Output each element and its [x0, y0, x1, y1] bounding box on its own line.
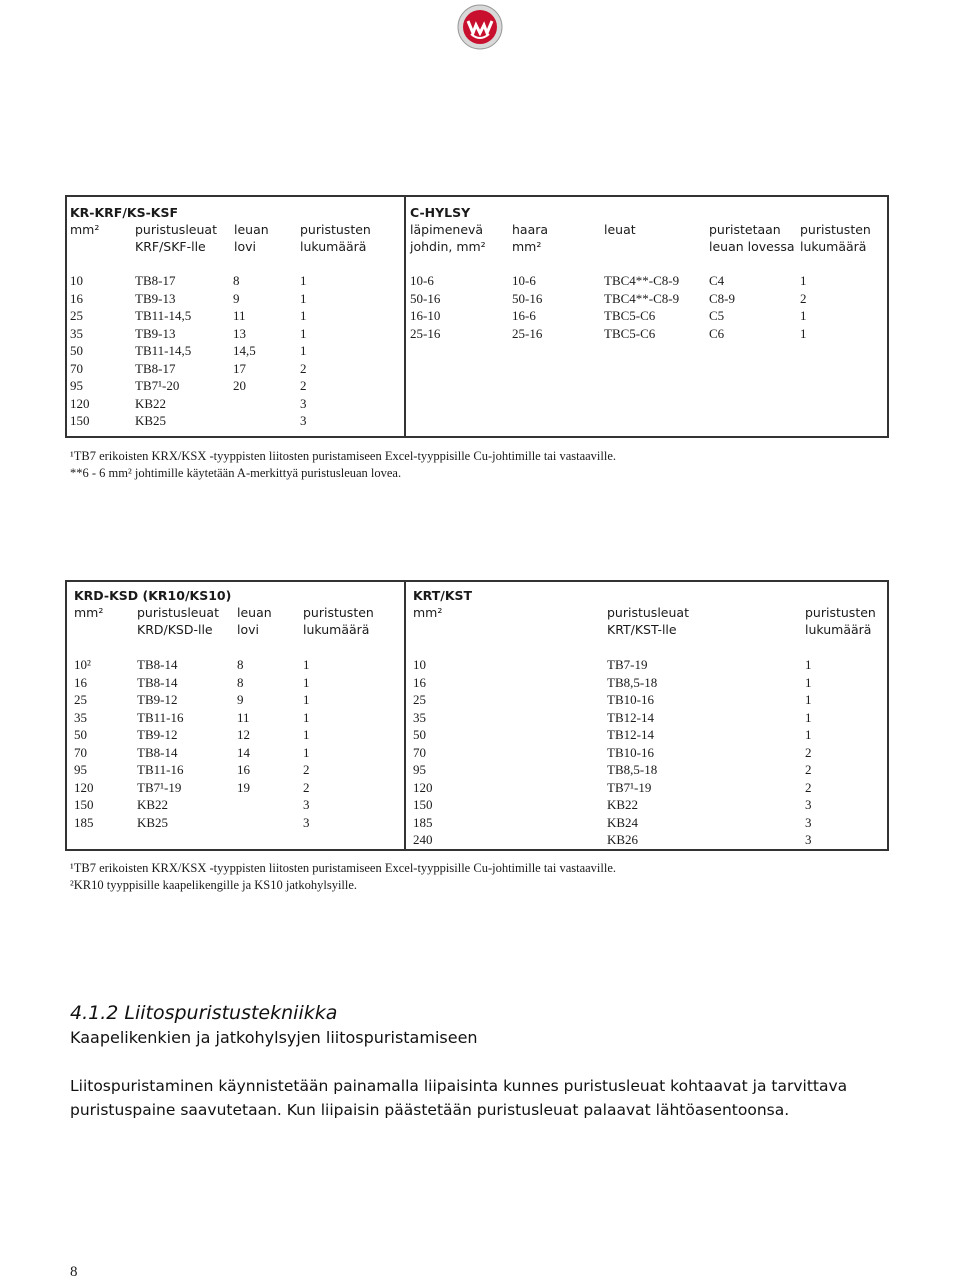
table-cell: TBC4**-C8-9 — [604, 290, 680, 306]
table-cell: 13 — [233, 325, 246, 341]
table2-right-col-count — [805, 656, 812, 849]
table2-right-title: KRT/KST — [413, 588, 473, 603]
table-cell: 1 — [800, 273, 807, 288]
table1-left-header-jaws: puristusleuat KRF/SKF-lle — [135, 222, 217, 254]
table-cell: 70 — [70, 360, 83, 376]
table1-right-header-jaws: leuat — [604, 222, 636, 237]
section-heading: 4.1.2 Liitospuristustekniikka — [70, 1002, 338, 1024]
table-cell: 120 — [70, 395, 90, 411]
table1-left-col-jaws — [135, 272, 191, 430]
table-cell: TB7¹-19 — [607, 779, 652, 795]
table-cell: 8 — [237, 674, 244, 690]
table-cell: TB7¹-19 — [137, 779, 182, 795]
table-cell: 10² — [74, 657, 91, 672]
table1-right-header-branch: haara mm² — [512, 222, 549, 254]
table-cell: 11 — [237, 709, 250, 725]
table-cell: 1 — [300, 325, 307, 341]
table-cell: 1 — [303, 692, 310, 707]
table-cell: 16 — [70, 290, 83, 306]
table-cell: TB11-16 — [137, 762, 184, 777]
table-cell: 8 — [237, 657, 244, 672]
table1-left-col-notch — [233, 272, 256, 430]
table-cell — [233, 395, 256, 413]
table-cell: TB9-13 — [135, 290, 176, 306]
table-cell: 14,5 — [233, 343, 256, 358]
table-cell: 3 — [805, 832, 812, 847]
table2-left-col-jaws — [137, 656, 183, 831]
table2-right-header-mm: mm² — [413, 605, 443, 620]
table-cell: 70 — [74, 744, 87, 760]
table-cell: KB22 — [135, 395, 167, 411]
table2-footnote-1: ¹TB7 erikoisten KRX/KSX -tyyppisten liitosten puristamiseen Excel-tyyppisille Cu-johtimille tai vastaaville. — [70, 861, 617, 875]
table-cell: 3 — [303, 797, 310, 812]
table-cell — [233, 412, 256, 430]
table-cell: 150 — [74, 797, 94, 812]
table-cell: 25-16 — [410, 325, 441, 341]
table-cell: TB8,5-18 — [607, 674, 658, 690]
table-cell: TB8-17 — [135, 360, 176, 376]
table2-left-col-mm — [74, 656, 94, 831]
table-cell: 25 — [413, 692, 426, 707]
table-cell: 17 — [233, 360, 246, 376]
table-cell: KB22 — [607, 797, 639, 812]
table-cell: 2 — [805, 779, 812, 795]
table-cell: KB25 — [137, 814, 169, 830]
table1-right-col-branch — [512, 272, 542, 342]
table-cell: TB11-14,5 — [135, 308, 192, 323]
table-cell: 1 — [303, 727, 310, 742]
table1-right-header-through: läpimenevä johdin, mm² — [410, 222, 486, 254]
table-cell: 240 — [413, 832, 433, 847]
table-cell: TB8-14 — [137, 674, 178, 690]
table2-left-header-count: puristusten lukumäärä — [303, 605, 374, 637]
table-cell: 1 — [300, 343, 307, 358]
table2-right-header-count: puristusten lukumäärä — [805, 605, 876, 637]
table-cell: TB7¹-20 — [135, 378, 180, 393]
table-cell: TB11-16 — [137, 709, 184, 725]
table-cell: 16-10 — [410, 308, 441, 323]
table-cell: 25-16 — [512, 325, 543, 341]
table2-right-col-mm — [413, 656, 433, 849]
table-cell: 1 — [300, 290, 307, 306]
table2-left-title: KRD-KSD (KR10/KS10) — [74, 588, 232, 603]
table-cell: 14 — [237, 744, 250, 760]
table-cell: TB10-16 — [607, 692, 654, 707]
table-cell: 1 — [303, 674, 310, 690]
table-cell: TB11-14,5 — [135, 343, 192, 358]
table-cell: 95 — [74, 762, 87, 777]
table1-left-col-mm — [70, 272, 90, 430]
table1-footnote-1: ¹TB7 erikoisten KRX/KSX -tyyppisten liitosten puristamiseen Excel-tyyppisille Cu-johtimille tai vastaaville. — [70, 449, 617, 463]
table1-right-col-notch — [709, 272, 735, 342]
table2-left-col-notch — [237, 656, 250, 831]
table-cell: TB8-14 — [137, 657, 178, 672]
table-cell: 50 — [74, 727, 87, 742]
table-cell: 1 — [300, 308, 307, 323]
table-cell: 50-16 — [512, 290, 543, 306]
table-cell: 2 — [805, 762, 812, 777]
section-subheading: Kaapelikenkien ja jatkohylsyjen liitospuristamiseen — [70, 1028, 478, 1047]
table-cell: 185 — [74, 814, 94, 830]
table1-right-header-count: puristusten lukumäärä — [800, 222, 871, 254]
table-cell: 2 — [300, 378, 307, 393]
table1-left-header-mm: mm² — [70, 222, 100, 237]
table-cell: 3 — [303, 814, 310, 830]
table-cell: TBC5-C6 — [604, 308, 656, 323]
table-cell: 35 — [70, 325, 83, 341]
table-cell: 9 — [233, 290, 240, 306]
table-cell: 35 — [74, 709, 87, 725]
table1-right-col-through — [410, 272, 440, 342]
table-cell: 10 — [413, 657, 426, 672]
table-cell: TB12-14 — [607, 727, 654, 742]
table-cell: 2 — [805, 744, 812, 760]
table-cell: TB8,5-18 — [607, 762, 658, 777]
table-cell: 10-6 — [410, 273, 434, 288]
table-cell: 50 — [70, 343, 83, 358]
table-cell: 1 — [800, 308, 807, 323]
table-cell: C6 — [709, 325, 725, 341]
table-cell: 1 — [805, 692, 812, 707]
table-cell: TB10-16 — [607, 744, 654, 760]
table2-left-header-notch: leuan lovi — [237, 605, 272, 637]
table-cell: 1 — [303, 709, 310, 725]
table-cell: 10-6 — [512, 273, 536, 288]
table-cell: KB26 — [607, 832, 639, 847]
table-cell: 35 — [413, 709, 426, 725]
table-cell: 19 — [237, 779, 250, 795]
table-cell — [237, 796, 250, 814]
table1-right-col-jaws — [604, 272, 679, 342]
table-cell: TB9-13 — [135, 325, 176, 341]
table-cell: 185 — [413, 814, 433, 830]
table2-left-col-count — [303, 656, 310, 831]
table-cell: 150 — [70, 413, 90, 428]
table-cell: 2 — [303, 762, 310, 777]
table2-left-header-mm: mm² — [74, 605, 104, 620]
table1-footnote-2: **6 - 6 mm² johtimille käytetään A-merkittyä puristusleuan lovea. — [70, 466, 402, 480]
table-cell: 16 — [413, 674, 426, 690]
table2-footnote-2: ²KR10 tyyppisille kaapelikengille ja KS10 jatkohylsyille. — [70, 878, 358, 892]
table-cell: 1 — [303, 744, 310, 760]
section-paragraph: Liitospuristaminen käynnistetään painamalla liipaisinta kunnes puristusleuat kohtaavat ja tarvittava puristuspaine saavutetaan. Kun liipaisin päästetään puristusleuat palaavat lähtöasentoonsa. — [70, 1077, 848, 1119]
table-cell: 10 — [70, 273, 83, 288]
table-cell: TB7-19 — [607, 657, 648, 672]
table1-left-header-count: puristusten lukumäärä — [300, 222, 371, 254]
table-cell: TB12-14 — [607, 709, 654, 725]
table-cell: TBC4**-C8-9 — [604, 273, 680, 288]
table-cell: 16 — [237, 762, 250, 777]
table1-right-header-notch: puristetaan leuan lovessa — [709, 222, 795, 254]
table-cell: 3 — [805, 797, 812, 812]
table-cell: 1 — [805, 657, 812, 672]
table-cell: 12 — [237, 727, 250, 742]
table-cell — [237, 814, 250, 832]
table-cell: C5 — [709, 308, 725, 323]
table-cell: 2 — [303, 779, 310, 795]
table-cell: 3 — [805, 814, 812, 830]
table-cell: 2 — [300, 360, 307, 376]
table1-left-col-count — [300, 272, 307, 430]
table-cell: TB9-12 — [137, 692, 178, 707]
table-cell: 16 — [74, 674, 87, 690]
table1-left-title: KR-KRF/KS-KSF — [70, 205, 179, 220]
table-cell: TB9-12 — [137, 727, 178, 742]
table-cell: 20 — [233, 378, 246, 393]
table-cell: 25 — [70, 308, 83, 323]
table-cell: 1 — [800, 325, 807, 341]
table-cell: C4 — [709, 273, 725, 288]
table2-right-header-jaws: puristusleuat KRT/KST-lle — [607, 605, 689, 637]
table-cell: 50-16 — [410, 290, 441, 306]
table-cell: 1 — [303, 657, 310, 672]
table-cell: TB8-17 — [135, 273, 176, 288]
table-cell: 95 — [70, 378, 83, 393]
table-cell: 50 — [413, 727, 426, 742]
table-cell: 150 — [413, 797, 433, 812]
table-cell: 1 — [805, 709, 812, 725]
table-cell: TBC5-C6 — [604, 325, 656, 341]
table-cell: KB25 — [135, 413, 167, 428]
table2-right-col-jaws — [607, 656, 657, 849]
table-cell: 3 — [300, 395, 307, 411]
table-cell: 3 — [300, 413, 307, 428]
table1-right-col-count — [800, 272, 807, 342]
table-cell: 9 — [237, 692, 244, 707]
table2-left-header-jaws: puristusleuat KRD/KSD-lle — [137, 605, 219, 637]
table-cell: 2 — [800, 290, 807, 306]
table-cell: 120 — [74, 779, 94, 795]
brand-logo-icon — [457, 4, 503, 50]
table-cell: 1 — [805, 727, 812, 742]
table-cell: 8 — [233, 273, 240, 288]
table-cell: 1 — [805, 674, 812, 690]
table-cell: 1 — [300, 273, 307, 288]
table-cell: 70 — [413, 744, 426, 760]
page-number: 8 — [70, 1264, 78, 1280]
table1-right-title: C-HYLSY — [410, 205, 471, 220]
table-cell: 120 — [413, 779, 433, 795]
table-cell: 25 — [74, 692, 87, 707]
table-cell: 11 — [233, 308, 246, 323]
table-cell: 16-6 — [512, 308, 536, 323]
table-cell: C8-9 — [709, 290, 735, 306]
table-cell: KB22 — [137, 797, 169, 812]
table1-left-header-notch: leuan lovi — [234, 222, 269, 254]
table-cell: TB8-14 — [137, 744, 178, 760]
table-cell: 95 — [413, 762, 426, 777]
table-cell: KB24 — [607, 814, 639, 830]
